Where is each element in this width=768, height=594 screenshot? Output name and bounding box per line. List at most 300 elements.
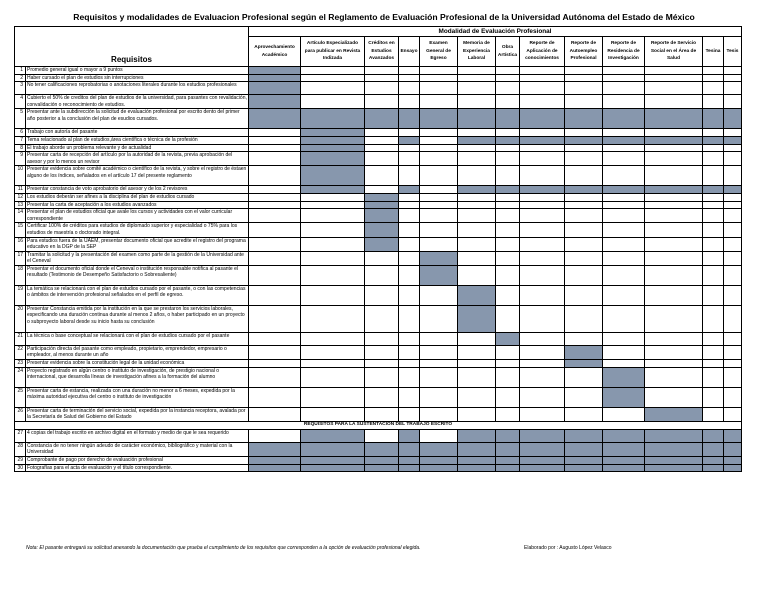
empty-cell [520,193,565,201]
empty-cell [365,305,399,332]
applies-cell [496,332,520,345]
empty-cell [249,429,301,442]
applies-cell [703,457,724,465]
empty-cell [645,129,703,137]
empty-cell [365,345,399,359]
empty-cell [249,332,301,345]
requirement-text: Presentar carta de terminación del servicio social, expedida por la instancia receptora, avalada por la Secretaría de Salud del Gobierno del Estado [26,407,249,421]
applies-cell [603,186,645,194]
empty-cell [420,136,458,144]
empty-cell [645,67,703,75]
applies-cell [724,429,742,442]
empty-cell [458,144,496,152]
applies-cell [724,136,742,144]
empty-cell [565,209,603,223]
empty-cell [645,95,703,109]
applies-cell [365,109,399,129]
requirement-text: Comprobante de pago por derecho de evaluación profesional [26,457,249,465]
empty-cell [565,305,603,332]
requirement-number: 22 [15,345,26,359]
empty-cell [458,166,496,186]
empty-cell [420,429,458,442]
requirement-number: 23 [15,360,26,368]
requirement-row [15,136,742,144]
requirement-number: 4 [15,95,26,109]
section-title: REQUISITOS PARA LA SUSTENTACIÓN DEL TRABAJO ESCRITO [15,421,742,429]
requirement-row [15,442,742,456]
empty-cell [249,186,301,194]
requirement-number: 26 [15,407,26,421]
applies-cell [301,464,365,472]
empty-cell [645,367,703,387]
empty-cell [301,223,365,237]
applies-cell [249,74,301,82]
empty-cell [703,237,724,251]
applies-cell [301,109,365,129]
applies-cell [420,109,458,129]
empty-cell [603,67,645,75]
requirement-text: Presentar ante la subdirección la solicitud de evaluación profesional por escrito dento del primer año posterior a la conclusión del plan de esudios cursados. [26,109,249,129]
empty-cell [520,152,565,166]
empty-cell [399,367,420,387]
applies-cell [365,209,399,223]
requirement-text: Presentar el plan de estudios oficial que avale los cursos y actividades con el valor curricular correspondiente [26,209,249,223]
applies-cell [565,442,603,456]
requirement-text: Presentar carta de estancia, realizada con una duración no menor a 6 meses, expedida por la máxima autoridad ejecutiva del centro o instituto de investigación [26,387,249,407]
requirement-text: Trabajo con autoría del pasante [26,129,249,137]
empty-cell [249,265,301,285]
empty-cell [703,67,724,75]
requirement-row [15,223,742,237]
requirement-number: 19 [15,285,26,305]
empty-cell [724,407,742,421]
requirement-row [15,82,742,95]
empty-cell [724,209,742,223]
empty-cell [565,223,603,237]
empty-cell [520,95,565,109]
empty-cell [365,265,399,285]
applies-cell [399,186,420,194]
applies-cell [365,442,399,456]
applies-cell [565,457,603,465]
empty-cell [565,407,603,421]
modality-column-header: Examen General de Egreso [420,37,458,67]
empty-cell [520,209,565,223]
requirement-row [15,285,742,305]
requirement-text: Participación directa del pasante como empleado, propietario, emprendedor, empresario o empleador, al menos durante un año [26,345,249,359]
applies-cell [301,136,365,144]
applies-cell [458,442,496,456]
requirement-row [15,237,742,251]
empty-cell [703,360,724,368]
empty-cell [703,223,724,237]
applies-cell [703,186,724,194]
applies-cell [645,429,703,442]
requirement-text: Presentar carta de recepción del artículo por la autoridad de la revista, previa aprobación del asesor y por lo menos un revisor [26,152,249,166]
empty-cell [420,367,458,387]
requirement-row [15,265,742,285]
empty-cell [603,305,645,332]
applies-cell [703,442,724,456]
requirement-row [15,144,742,152]
requirement-row [15,201,742,209]
empty-cell [520,407,565,421]
empty-cell [496,387,520,407]
empty-cell [365,360,399,368]
empty-cell [399,166,420,186]
empty-cell [496,82,520,95]
requirement-text: Certificar 100% de créditos para estudios de diplomado superior y especialidad o 75% para los estudios de maestría o doctorado integral. [26,223,249,237]
empty-cell [603,201,645,209]
empty-cell [724,265,742,285]
requirement-row [15,429,742,442]
empty-cell [365,67,399,75]
empty-cell [420,152,458,166]
requirement-row [15,74,742,82]
empty-cell [365,387,399,407]
applies-cell [703,136,724,144]
requirement-text: Promedio general igual o mayor a 9 puntos [26,67,249,75]
requirement-row [15,305,742,332]
empty-cell [496,67,520,75]
empty-cell [496,223,520,237]
applies-cell [458,305,496,332]
empty-cell [603,95,645,109]
modality-column-header: Memoria de Experiencia Laboral [458,37,496,67]
applies-cell [458,429,496,442]
applies-cell [520,136,565,144]
applies-cell [496,429,520,442]
empty-cell [724,360,742,368]
empty-cell [249,360,301,368]
requirement-text: Tema relacionado al plan de estudios,área científica o técnica de la profesión [26,136,249,144]
empty-cell [724,193,742,201]
empty-cell [420,407,458,421]
requirement-text: Proyecto registrado en algún centro o instituto de investigación, de prestigio nacional o internacional, que desarrolla líneas de investigación afines a la formación del alumno [26,367,249,387]
requirement-number: 25 [15,387,26,407]
empty-cell [645,251,703,265]
empty-cell [496,237,520,251]
empty-cell [603,345,645,359]
empty-cell [565,82,603,95]
empty-cell [520,387,565,407]
requirement-number: 29 [15,457,26,465]
empty-cell [249,285,301,305]
requirement-text: Tramitar la solicitud y la presentación del examen como parte de la gestión de la Universidad ante el Ceneval [26,251,249,265]
applies-cell [645,407,703,421]
requirement-row [15,67,742,75]
empty-cell [496,144,520,152]
modality-column-header: Reporte de Autoempleo Profesional [565,37,603,67]
applies-cell [399,109,420,129]
empty-cell [365,285,399,305]
empty-cell [496,360,520,368]
empty-cell [703,201,724,209]
applies-cell [565,136,603,144]
empty-cell [249,387,301,407]
applies-cell [399,464,420,472]
requisitos-header: Requisitos [15,27,249,67]
empty-cell [249,201,301,209]
empty-cell [496,129,520,137]
empty-cell [603,152,645,166]
empty-cell [458,67,496,75]
empty-cell [420,186,458,194]
applies-cell [249,82,301,95]
empty-cell [399,129,420,137]
empty-cell [703,82,724,95]
empty-cell [399,360,420,368]
empty-cell [365,82,399,95]
applies-cell [399,442,420,456]
applies-cell [603,464,645,472]
applies-cell [724,464,742,472]
empty-cell [249,209,301,223]
empty-cell [520,360,565,368]
empty-cell [603,285,645,305]
empty-cell [249,193,301,201]
empty-cell [301,285,365,305]
empty-cell [645,223,703,237]
empty-cell [520,129,565,137]
requirement-row [15,193,742,201]
empty-cell [249,152,301,166]
empty-cell [420,95,458,109]
requirement-text: La temática se relacionará con el plan de estudios cursado por el pasante, o con las competencias o ámbitos de intervención profesional señalados en el perfil de egreso. [26,285,249,305]
empty-cell [565,67,603,75]
empty-cell [703,193,724,201]
applies-cell [645,109,703,129]
requirement-number: 1 [15,67,26,75]
empty-cell [565,95,603,109]
applies-cell [603,387,645,407]
applies-cell [301,457,365,465]
empty-cell [458,237,496,251]
empty-cell [603,265,645,285]
empty-cell [365,166,399,186]
requirement-text: No tener calificaciones reprobatorias o anotaciones literales durante los estudios profesionales [26,82,249,95]
requirement-number: 16 [15,237,26,251]
applies-cell [365,223,399,237]
empty-cell [603,129,645,137]
requirement-number: 30 [15,464,26,472]
applies-cell [249,457,301,465]
empty-cell [603,82,645,95]
empty-cell [724,74,742,82]
modality-column-header: Artículo Especializado para publicar en Revista Indizada [301,37,365,67]
applies-cell [565,429,603,442]
empty-cell [420,201,458,209]
empty-cell [645,265,703,285]
empty-cell [703,144,724,152]
applies-cell [496,442,520,456]
empty-cell [458,74,496,82]
empty-cell [399,387,420,407]
empty-cell [724,285,742,305]
modality-column-header: Créditos en Estudios Avanzados [365,37,399,67]
empty-cell [249,367,301,387]
empty-cell [458,201,496,209]
empty-cell [399,251,420,265]
empty-cell [365,144,399,152]
requirement-row [15,95,742,109]
empty-cell [458,332,496,345]
empty-cell [496,209,520,223]
empty-cell [420,360,458,368]
empty-cell [520,201,565,209]
requirement-number: 24 [15,367,26,387]
empty-cell [365,186,399,194]
requirement-number: 5 [15,109,26,129]
empty-cell [496,367,520,387]
requirement-text: Constancia de no tener ningún adeudo de carácter económico, bibliográfico y material con la Universidad [26,442,249,456]
requirement-text: Los estudios deberán ser afines a la disciplina del plan de estudios cursado [26,193,249,201]
applies-cell [420,464,458,472]
empty-cell [458,345,496,359]
applies-cell [703,429,724,442]
empty-cell [565,193,603,201]
requirement-row [15,109,742,129]
empty-cell [703,367,724,387]
applies-cell [565,345,603,359]
empty-cell [399,201,420,209]
empty-cell [565,251,603,265]
empty-cell [724,345,742,359]
empty-cell [520,166,565,186]
applies-cell [645,457,703,465]
applies-cell [365,193,399,201]
empty-cell [565,367,603,387]
requirement-row [15,251,742,265]
empty-cell [703,166,724,186]
empty-cell [603,209,645,223]
empty-cell [520,144,565,152]
empty-cell [520,223,565,237]
requirement-number: 17 [15,251,26,265]
empty-cell [520,285,565,305]
applies-cell [724,457,742,465]
empty-cell [520,332,565,345]
applies-cell [249,67,301,75]
empty-cell [724,305,742,332]
empty-cell [520,251,565,265]
requirement-row [15,407,742,421]
empty-cell [724,201,742,209]
empty-cell [724,332,742,345]
requirement-number: 12 [15,193,26,201]
document-title: Requisitos y modalidades de Evaluacion Profesional según el Reglamento de Evaluación Profesional de la Universidad Autónoma del Estado de México [73,12,695,22]
applies-cell [301,152,365,166]
empty-cell [301,265,365,285]
empty-cell [724,82,742,95]
empty-cell [365,429,399,442]
requirement-number: 21 [15,332,26,345]
applies-cell [458,457,496,465]
requirement-row [15,387,742,407]
empty-cell [603,166,645,186]
empty-cell [458,209,496,223]
empty-cell [399,407,420,421]
empty-cell [565,129,603,137]
empty-cell [496,285,520,305]
empty-cell [458,82,496,95]
empty-cell [520,265,565,285]
requirement-text: La técnica o base conceptual se relacionará con el plan de estudios cursado por el pasante [26,332,249,345]
applies-cell [603,367,645,387]
modality-column-header: Ensayo [399,37,420,67]
applies-cell [301,144,365,152]
modality-column-header: Obra Artística [496,37,520,67]
empty-cell [458,387,496,407]
empty-cell [365,136,399,144]
empty-cell [301,82,365,95]
empty-cell [399,95,420,109]
empty-cell [520,367,565,387]
applies-cell [301,429,365,442]
empty-cell [458,129,496,137]
empty-cell [249,166,301,186]
requirement-number: 2 [15,74,26,82]
empty-cell [301,193,365,201]
empty-cell [565,265,603,285]
empty-cell [645,305,703,332]
empty-cell [520,82,565,95]
empty-cell [603,144,645,152]
applies-cell [520,457,565,465]
requirement-text: Presentar Constancia emitida por la institución en la que se prestaron los servicios laborales, especificando una duración continua durante al menos 2 años, o haber participado en un proyecto o subproyecto laboral desde su inicio hasta su conclusión [26,305,249,332]
empty-cell [458,193,496,201]
requirement-number: 18 [15,265,26,285]
empty-cell [399,74,420,82]
empty-cell [565,201,603,209]
empty-cell [458,265,496,285]
applies-cell [420,457,458,465]
empty-cell [645,360,703,368]
applies-cell [496,186,520,194]
requirement-number: 27 [15,429,26,442]
empty-cell [703,152,724,166]
empty-cell [603,251,645,265]
applies-cell [603,429,645,442]
applies-cell [603,442,645,456]
applies-cell [301,166,365,186]
empty-cell [724,67,742,75]
requirement-row [15,152,742,166]
empty-cell [724,152,742,166]
requirements-table [14,26,742,472]
empty-cell [249,237,301,251]
empty-cell [399,285,420,305]
applies-cell [249,442,301,456]
requirement-row [15,186,742,194]
empty-cell [249,129,301,137]
empty-cell [365,251,399,265]
empty-cell [301,95,365,109]
requirement-row [15,360,742,368]
empty-cell [703,407,724,421]
empty-cell [420,332,458,345]
empty-cell [603,193,645,201]
empty-cell [603,74,645,82]
empty-cell [249,223,301,237]
requirement-text: Presentar constancia de voto aprobatorio del asesor y de los 2 revisores [26,186,249,194]
empty-cell [301,305,365,332]
requirement-text: Presentar la carta de aceptación a los estudios avanzados [26,201,249,209]
applies-cell [520,186,565,194]
modality-column-header: Reporte de Residencia de Investigación [603,37,645,67]
applies-cell [249,109,301,129]
empty-cell [420,387,458,407]
